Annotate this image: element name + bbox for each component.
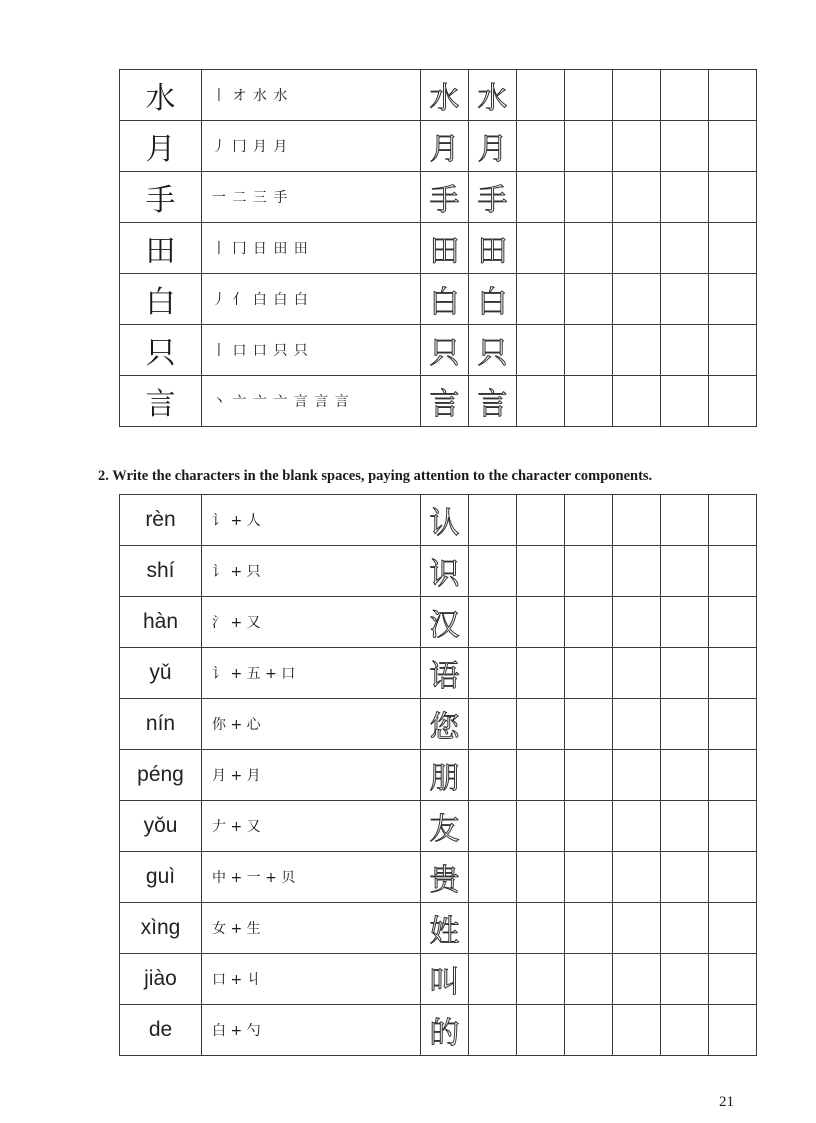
target-character: 水: [120, 70, 202, 121]
writing-box[interactable]: [469, 954, 517, 1005]
writing-box[interactable]: [469, 801, 517, 852]
writing-box[interactable]: [613, 70, 661, 121]
writing-box[interactable]: [661, 70, 709, 121]
stroke-order-table: [119, 69, 757, 427]
component-formula: 讠 + 只: [202, 546, 421, 597]
writing-box[interactable]: [613, 121, 661, 172]
component-formula: 氵 + 又: [202, 597, 421, 648]
component-row: [120, 546, 757, 597]
writing-box[interactable]: [661, 376, 709, 427]
writing-box[interactable]: [709, 699, 757, 750]
writing-box[interactable]: [613, 597, 661, 648]
writing-box[interactable]: [565, 801, 613, 852]
writing-box[interactable]: [661, 121, 709, 172]
writing-box[interactable]: [469, 546, 517, 597]
writing-box[interactable]: [709, 172, 757, 223]
trace-character: 姓: [421, 903, 469, 954]
stroke-sequence: 丿 亻 白 白 白: [202, 274, 421, 325]
writing-box[interactable]: [613, 172, 661, 223]
trace-character: 月: [469, 121, 517, 172]
pinyin-label: péng: [120, 750, 202, 801]
component-row: [120, 954, 757, 1005]
pinyin-label: yǔ: [120, 648, 202, 699]
writing-box[interactable]: [709, 903, 757, 954]
writing-box[interactable]: [613, 376, 661, 427]
pinyin-label: shí: [120, 546, 202, 597]
writing-box[interactable]: [709, 801, 757, 852]
stroke-order-row: [120, 70, 757, 121]
writing-box[interactable]: [517, 1005, 565, 1056]
writing-box[interactable]: [565, 325, 613, 376]
writing-box[interactable]: [565, 274, 613, 325]
writing-box[interactable]: [517, 648, 565, 699]
writing-box[interactable]: [469, 1005, 517, 1056]
writing-box[interactable]: [709, 121, 757, 172]
writing-box[interactable]: [613, 223, 661, 274]
component-row: [120, 597, 757, 648]
stroke-sequence: 丨 冂 日 田 田: [202, 223, 421, 274]
trace-character: 白: [421, 274, 469, 325]
writing-box[interactable]: [469, 750, 517, 801]
writing-box[interactable]: [517, 325, 565, 376]
writing-box[interactable]: [565, 852, 613, 903]
writing-box[interactable]: [709, 274, 757, 325]
writing-box[interactable]: [613, 274, 661, 325]
writing-box[interactable]: [709, 495, 757, 546]
trace-character: 叫: [421, 954, 469, 1005]
writing-box[interactable]: [613, 1005, 661, 1056]
writing-box[interactable]: [565, 172, 613, 223]
writing-box[interactable]: [661, 750, 709, 801]
target-character: 白: [120, 274, 202, 325]
trace-character: 田: [421, 223, 469, 274]
stroke-sequence: 丨 オ 水 水: [202, 70, 421, 121]
writing-box[interactable]: [565, 699, 613, 750]
component-practice-table: [119, 494, 757, 1056]
writing-box[interactable]: [565, 70, 613, 121]
target-character: 田: [120, 223, 202, 274]
writing-box[interactable]: [517, 274, 565, 325]
trace-character: 水: [421, 70, 469, 121]
writing-box[interactable]: [517, 954, 565, 1005]
trace-character: 言: [469, 376, 517, 427]
writing-box[interactable]: [469, 648, 517, 699]
trace-character: 手: [469, 172, 517, 223]
writing-box[interactable]: [517, 121, 565, 172]
writing-box[interactable]: [613, 495, 661, 546]
writing-box[interactable]: [709, 852, 757, 903]
trace-character: 田: [469, 223, 517, 274]
writing-box[interactable]: [613, 954, 661, 1005]
pinyin-label: jiào: [120, 954, 202, 1005]
target-character: 月: [120, 121, 202, 172]
writing-box[interactable]: [613, 801, 661, 852]
writing-box[interactable]: [661, 274, 709, 325]
page-number: 21: [719, 1094, 734, 1110]
pinyin-label: hàn: [120, 597, 202, 648]
component-formula: 中 + 一 + 贝: [202, 852, 421, 903]
writing-box[interactable]: [709, 325, 757, 376]
trace-character: 友: [421, 801, 469, 852]
trace-character: 只: [469, 325, 517, 376]
trace-character: 识: [421, 546, 469, 597]
writing-box[interactable]: [709, 597, 757, 648]
writing-box[interactable]: [469, 852, 517, 903]
component-formula: 你 + 心: [202, 699, 421, 750]
writing-box[interactable]: [517, 70, 565, 121]
trace-character: 只: [421, 325, 469, 376]
trace-character: 认: [421, 495, 469, 546]
writing-box[interactable]: [517, 172, 565, 223]
pinyin-label: xìng: [120, 903, 202, 954]
writing-box[interactable]: [517, 376, 565, 427]
component-row: [120, 801, 757, 852]
stroke-sequence: 丶 亠 亠 亠 言 言 言: [202, 376, 421, 427]
writing-box[interactable]: [661, 597, 709, 648]
trace-character: 言: [421, 376, 469, 427]
writing-box[interactable]: [517, 903, 565, 954]
writing-box[interactable]: [661, 325, 709, 376]
pinyin-label: nín: [120, 699, 202, 750]
writing-box[interactable]: [469, 903, 517, 954]
writing-box[interactable]: [565, 954, 613, 1005]
writing-box[interactable]: [565, 495, 613, 546]
component-formula: 讠 + 五 + 口: [202, 648, 421, 699]
writing-box[interactable]: [661, 172, 709, 223]
writing-box[interactable]: [565, 1005, 613, 1056]
component-row: [120, 750, 757, 801]
stroke-order-row: [120, 223, 757, 274]
writing-box[interactable]: [565, 750, 613, 801]
component-formula: 讠 + 人: [202, 495, 421, 546]
target-character: 言: [120, 376, 202, 427]
writing-box[interactable]: [709, 546, 757, 597]
writing-box[interactable]: [661, 495, 709, 546]
writing-box[interactable]: [613, 546, 661, 597]
writing-box[interactable]: [661, 223, 709, 274]
writing-box[interactable]: [613, 648, 661, 699]
writing-box[interactable]: [661, 648, 709, 699]
component-row: [120, 495, 757, 546]
component-row: [120, 903, 757, 954]
trace-character: 月: [421, 121, 469, 172]
section-2-instruction: 2. Write the characters in the blank spaces, paying attention to the character components.: [98, 468, 653, 484]
writing-box[interactable]: [661, 954, 709, 1005]
component-row: [120, 852, 757, 903]
writing-box[interactable]: [469, 699, 517, 750]
pinyin-label: de: [120, 1005, 202, 1056]
writing-box[interactable]: [517, 852, 565, 903]
component-formula: 女 + 生: [202, 903, 421, 954]
writing-box[interactable]: [469, 495, 517, 546]
writing-box[interactable]: [709, 954, 757, 1005]
pinyin-label: guì: [120, 852, 202, 903]
target-character: 手: [120, 172, 202, 223]
stroke-sequence: 丨 口 口 只 只: [202, 325, 421, 376]
writing-box[interactable]: [565, 376, 613, 427]
writing-box[interactable]: [517, 750, 565, 801]
stroke-order-row: [120, 172, 757, 223]
writing-box[interactable]: [565, 223, 613, 274]
component-formula: 口 + 丩: [202, 954, 421, 1005]
writing-box[interactable]: [661, 852, 709, 903]
component-row: [120, 648, 757, 699]
component-formula: 月 + 月: [202, 750, 421, 801]
writing-box[interactable]: [565, 903, 613, 954]
pinyin-label: yǒu: [120, 801, 202, 852]
pinyin-label: rèn: [120, 495, 202, 546]
trace-character: 贵: [421, 852, 469, 903]
writing-box[interactable]: [565, 648, 613, 699]
writing-box[interactable]: [613, 903, 661, 954]
writing-box[interactable]: [613, 750, 661, 801]
writing-box[interactable]: [517, 223, 565, 274]
writing-box[interactable]: [469, 597, 517, 648]
trace-character: 您: [421, 699, 469, 750]
component-formula: 白 + 勺: [202, 1005, 421, 1056]
trace-character: 朋: [421, 750, 469, 801]
component-formula: 𠂇 + 又: [202, 801, 421, 852]
writing-box[interactable]: [517, 546, 565, 597]
writing-box[interactable]: [517, 495, 565, 546]
component-row: [120, 1005, 757, 1056]
component-row: [120, 699, 757, 750]
writing-box[interactable]: [709, 648, 757, 699]
writing-box[interactable]: [613, 852, 661, 903]
stroke-order-row: [120, 376, 757, 427]
writing-box[interactable]: [709, 1005, 757, 1056]
target-character: 只: [120, 325, 202, 376]
writing-box[interactable]: [517, 597, 565, 648]
trace-character: 白: [469, 274, 517, 325]
writing-box[interactable]: [517, 699, 565, 750]
stroke-order-row: [120, 325, 757, 376]
trace-character: 手: [421, 172, 469, 223]
writing-box[interactable]: [709, 750, 757, 801]
writing-box[interactable]: [661, 801, 709, 852]
trace-character: 水: [469, 70, 517, 121]
writing-box[interactable]: [517, 801, 565, 852]
stroke-sequence: 丿 冂 月 月: [202, 121, 421, 172]
trace-character: 汉: [421, 597, 469, 648]
writing-box[interactable]: [661, 546, 709, 597]
writing-box[interactable]: [613, 699, 661, 750]
stroke-order-row: [120, 121, 757, 172]
writing-box[interactable]: [613, 325, 661, 376]
writing-box[interactable]: [565, 121, 613, 172]
writing-box[interactable]: [661, 903, 709, 954]
trace-character: 语: [421, 648, 469, 699]
writing-box[interactable]: [709, 70, 757, 121]
writing-box[interactable]: [565, 546, 613, 597]
stroke-order-row: [120, 274, 757, 325]
writing-box[interactable]: [709, 376, 757, 427]
writing-box[interactable]: [565, 597, 613, 648]
trace-character: 的: [421, 1005, 469, 1056]
writing-box[interactable]: [661, 699, 709, 750]
writing-box[interactable]: [709, 223, 757, 274]
stroke-sequence: 一 二 三 手: [202, 172, 421, 223]
writing-box[interactable]: [661, 1005, 709, 1056]
